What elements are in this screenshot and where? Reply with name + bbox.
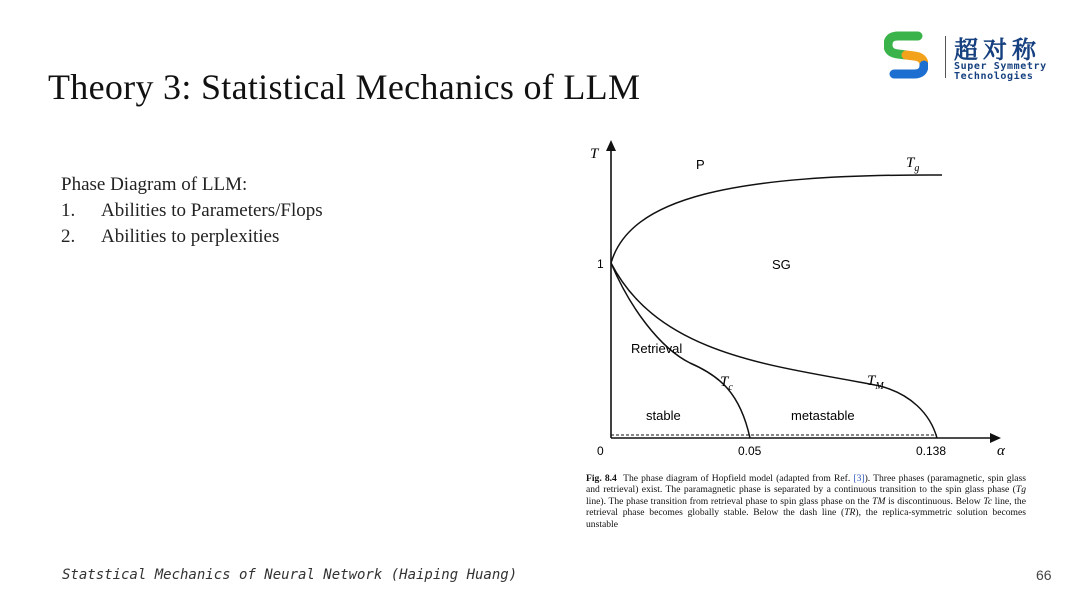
company-logo [884, 28, 1064, 84]
label-stable: stable [646, 408, 681, 423]
label-tm-sub: M [875, 381, 884, 392]
list-item-number: 1. [61, 200, 76, 221]
caption-part-2: ). Three phases (paramagnetic, spin glass and retrieval) exist. The paramagnetic phase is separated by a continuous transition to the spin glass phase ( [586, 473, 1026, 496]
caption-tr-symbol: TR [844, 507, 856, 519]
label-tg [906, 155, 919, 174]
ability-list [61, 200, 323, 252]
section-heading: Phase Diagram of LLM: [61, 174, 248, 195]
tg-curve [611, 175, 942, 263]
label-tm-main: T [867, 373, 876, 389]
label-tg-sub: g [914, 163, 920, 174]
axis-y-label: T [590, 146, 599, 162]
caption-part-6: ), the replica-symmetric solution becomes unstable [586, 507, 1026, 530]
label-tg-main: T [906, 155, 915, 171]
caption-tc-symbol: Tc [983, 495, 993, 507]
y-axis-arrow-icon [606, 140, 616, 151]
tick-origin: 0 [597, 444, 604, 458]
label-tm [867, 373, 884, 392]
list-item-text: Abilities to Parameters/Flops [101, 200, 323, 221]
label-spin-glass: SG [772, 257, 791, 272]
caption-part-4: is discontinuous. Below [885, 495, 984, 507]
caption-part-3: line). The phase transition from retrieval phase to spin glass phase on the [586, 495, 873, 507]
caption-fig-label: Fig. 8.4 [586, 473, 617, 484]
caption-part-1: The phase diagram of Hopfield model (adapted from Ref. [623, 473, 854, 484]
axis-x-label: α [997, 443, 1005, 459]
slide-footer: Statstical Mechanics of Neural Network (Haiping Huang) [62, 567, 518, 583]
label-paramagnetic: P [696, 157, 705, 172]
logo-english-line-2: Technologies [954, 71, 1034, 82]
caption-part-5: line, the retrieval phase becomes globally stable. Below the dash line ( [586, 495, 1026, 519]
label-tc-main: T [720, 374, 729, 390]
logo-s-icon [884, 28, 928, 82]
figure-caption [586, 473, 1026, 530]
logo-divider [945, 36, 946, 78]
caption-reference-link[interactable]: [3] [853, 473, 865, 484]
label-metastable: metastable [791, 408, 855, 423]
caption-tg-symbol: Tg [1015, 484, 1026, 496]
list-item-number: 2. [61, 226, 76, 247]
phase-diagram [580, 138, 1020, 470]
x-axis-arrow-icon [990, 433, 1001, 443]
tick-y-1: 1 [597, 257, 604, 271]
tick-x-0-138: 0.138 [916, 444, 947, 458]
list-item-text: Abilities to perplexities [101, 226, 280, 247]
logo-english-line-1: Super Symmetry [954, 61, 1047, 72]
label-tc [720, 374, 733, 393]
slide-title: Theory 3: Statistical Mechanics of LLM [48, 67, 641, 107]
page-number: 66 [1036, 567, 1052, 583]
label-tc-sub: c [728, 382, 733, 393]
label-retrieval: Retrieval [631, 341, 683, 356]
list-item [61, 226, 323, 252]
tick-x-0-05: 0.05 [738, 444, 762, 458]
list-item [61, 200, 323, 226]
caption-tm-symbol: TM [872, 495, 886, 507]
logo-chinese-text: 超对称 [954, 35, 1041, 64]
